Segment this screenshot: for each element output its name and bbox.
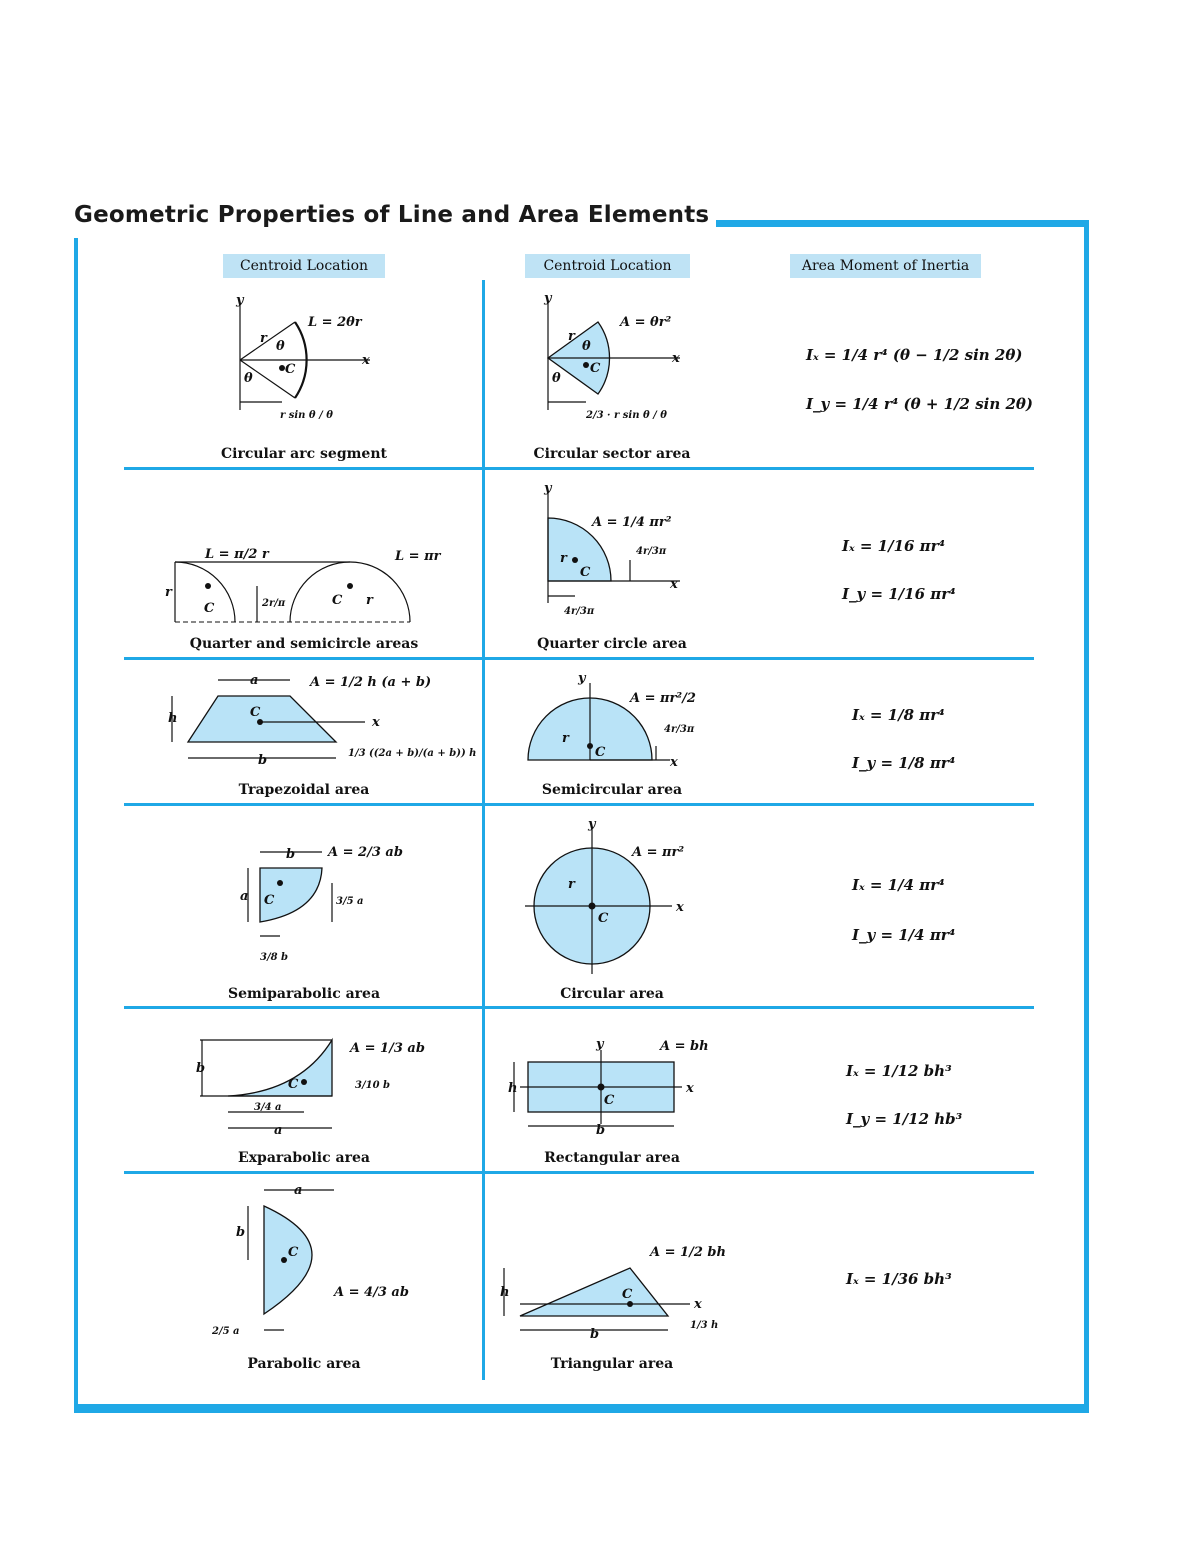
svg-text:h: h	[500, 1285, 510, 1300]
svg-text:h: h	[508, 1081, 518, 1096]
caption-semicircle: Semicircular area	[541, 782, 683, 798]
caption-arc: Circular arc segment	[221, 446, 387, 462]
arc-segment-figure	[200, 290, 400, 440]
svg-text:b: b	[258, 753, 268, 768]
para-area-label: A = 4/3 ab	[334, 1285, 409, 1300]
caption-exparabolic: Exparabolic area	[238, 1150, 370, 1166]
svg-text:y: y	[596, 1037, 604, 1052]
svg-text:θ: θ	[552, 371, 561, 386]
sector-ix: Iₓ = 1/4 r⁴ (θ − 1/2 sin 2θ)	[806, 346, 1023, 364]
column-divider	[482, 280, 485, 1380]
semi-area-label: A = πr²/2	[630, 691, 696, 706]
svg-text:C: C	[250, 705, 261, 720]
svg-text:C: C	[288, 1245, 299, 1260]
header-centroid-1: Centroid Location	[223, 254, 385, 278]
tri-area-label: A = 1/2 bh	[650, 1245, 726, 1260]
svg-text:b: b	[286, 847, 296, 862]
row-divider	[124, 467, 1034, 470]
svg-text:r: r	[366, 593, 373, 608]
qs-dim-label: 2r/π	[262, 598, 286, 609]
svg-text:y: y	[544, 481, 552, 496]
svg-text:C: C	[595, 745, 606, 760]
svg-text:C: C	[285, 362, 296, 377]
semi-iy: I_y = 1/8 πr⁴	[852, 754, 956, 772]
svg-text:C: C	[590, 361, 601, 376]
quarter-iy: I_y = 1/16 πr⁴	[842, 585, 956, 603]
ep-area-label: A = 1/3 ab	[350, 1041, 425, 1056]
sector-area-label: A = θr²	[620, 315, 672, 330]
sp-dim1-label: 3/5 a	[336, 896, 364, 907]
svg-text:C: C	[264, 893, 275, 908]
svg-text:a: a	[274, 1123, 283, 1138]
svg-text:r: r	[260, 331, 267, 346]
exparabolic-figure	[190, 1020, 450, 1140]
caption-rectangle: Rectangular area	[544, 1150, 680, 1166]
svg-text:b: b	[236, 1225, 246, 1240]
svg-text:a: a	[294, 1183, 303, 1198]
arc-dim-label: r sin θ / θ	[280, 410, 333, 421]
quarter-dim-label: 4r/3π	[636, 546, 667, 557]
header-inertia: Area Moment of Inertia	[790, 254, 981, 278]
header-centroid-2: Centroid Location	[525, 254, 690, 278]
svg-text:C: C	[622, 1287, 633, 1302]
svg-text:x: x	[362, 353, 370, 368]
rect-iy: I_y = 1/12 hb³	[846, 1110, 963, 1128]
arc-length-label: L = 2θr	[308, 315, 362, 330]
frame-left-bar	[74, 238, 78, 1413]
svg-text:θ: θ	[244, 371, 253, 386]
svg-text:θ: θ	[582, 339, 591, 354]
frame-top-bar	[716, 220, 1089, 227]
svg-text:y: y	[236, 293, 244, 308]
svg-text:x: x	[670, 577, 678, 592]
svg-text:x: x	[670, 755, 678, 770]
svg-text:b: b	[596, 1123, 606, 1138]
row-divider	[124, 803, 1034, 806]
trap-area-label: A = 1/2 h (a + b)	[310, 675, 432, 690]
sector-iy: I_y = 1/4 r⁴ (θ + 1/2 sin 2θ)	[806, 395, 1034, 413]
caption-trapezoid: Trapezoidal area	[238, 782, 370, 798]
row-divider	[124, 1171, 1034, 1174]
svg-text:r: r	[568, 329, 575, 344]
quarter-circle-figure	[520, 478, 720, 628]
page-title: Geometric Properties of Line and Area Elements	[74, 202, 710, 228]
trap-dim-label: 1/3 ((2a + b)/(a + b)) h	[348, 748, 477, 759]
svg-text:C: C	[598, 911, 609, 926]
caption-parabolic: Parabolic area	[247, 1356, 361, 1372]
svg-text:r: r	[560, 551, 567, 566]
svg-text:y: y	[544, 291, 552, 306]
ep-dim1-label: 3/10 b	[355, 1080, 390, 1091]
svg-text:C: C	[332, 593, 343, 608]
semiparabolic-figure	[220, 838, 420, 978]
svg-text:a: a	[250, 673, 259, 688]
sp-area-label: A = 2/3 ab	[328, 845, 403, 860]
svg-text:b: b	[590, 1327, 600, 1342]
circle-figure	[520, 814, 720, 984]
svg-text:a: a	[240, 889, 249, 904]
semi-dim-label: 4r/3π	[664, 724, 695, 735]
tri-dim-label: 1/3 h	[690, 1320, 719, 1331]
circle-ix: Iₓ = 1/4 πr⁴	[852, 876, 945, 894]
trapezoid-figure	[160, 666, 477, 778]
ep-dim2-label: 3/4 a	[254, 1102, 282, 1113]
svg-text:x: x	[694, 1297, 702, 1312]
svg-text:C: C	[288, 1077, 299, 1092]
para-dim-label: 2/5 a	[212, 1326, 240, 1337]
semi-ix: Iₓ = 1/8 πr⁴	[852, 706, 945, 724]
rectangle-figure	[500, 1030, 740, 1140]
caption-circle: Circular area	[560, 986, 664, 1002]
caption-sector: Circular sector area	[533, 446, 691, 462]
semicircle-figure	[520, 668, 720, 778]
svg-text:C: C	[604, 1093, 615, 1108]
svg-text:x: x	[676, 900, 684, 915]
sp-dim2-label: 3/8 b	[260, 952, 289, 963]
svg-text:x: x	[686, 1081, 694, 1096]
svg-text:r: r	[562, 731, 569, 746]
triangle-figure	[490, 1236, 750, 1346]
caption-triangle: Triangular area	[550, 1356, 674, 1372]
row-divider	[124, 657, 1034, 660]
svg-text:4r/3π: 4r/3π	[564, 606, 595, 617]
quarter-length-label: L = π/2 r	[205, 547, 269, 562]
sector-dim-label: 2/3 · r sin θ / θ	[586, 410, 667, 421]
svg-text:C: C	[204, 601, 215, 616]
caption-quarter: Quarter circle area	[537, 636, 687, 652]
quarter-ix: Iₓ = 1/16 πr⁴	[842, 537, 946, 555]
caption-quarter-semi: Quarter and semicircle areas	[189, 636, 419, 652]
rect-area-label: A = bh	[660, 1039, 709, 1054]
quarter-area-label: A = 1/4 πr²	[592, 515, 672, 530]
svg-text:θ: θ	[276, 339, 285, 354]
svg-text:r: r	[165, 585, 172, 600]
quarter-semicircle-figure	[160, 540, 460, 630]
svg-text:x: x	[672, 351, 680, 366]
svg-text:y: y	[588, 817, 596, 832]
svg-text:y: y	[578, 671, 586, 686]
svg-text:b: b	[196, 1061, 206, 1076]
circle-area-label: A = πr²	[632, 845, 685, 860]
circle-iy: I_y = 1/4 πr⁴	[852, 926, 956, 944]
svg-text:x: x	[372, 715, 380, 730]
frame-right-bar	[1084, 220, 1089, 1413]
svg-text:h: h	[168, 711, 178, 726]
svg-text:r: r	[568, 877, 575, 892]
tri-ix: Iₓ = 1/36 bh³	[846, 1270, 952, 1288]
parabolic-figure	[200, 1180, 460, 1340]
rect-ix: Iₓ = 1/12 bh³	[846, 1062, 952, 1080]
sector-figure	[510, 290, 710, 440]
caption-semiparabolic: Semiparabolic area	[227, 986, 381, 1002]
semi-length-label: L = πr	[395, 549, 441, 564]
frame-bottom-bar	[74, 1404, 1089, 1413]
row-divider	[124, 1006, 1034, 1009]
svg-text:C: C	[580, 565, 591, 580]
